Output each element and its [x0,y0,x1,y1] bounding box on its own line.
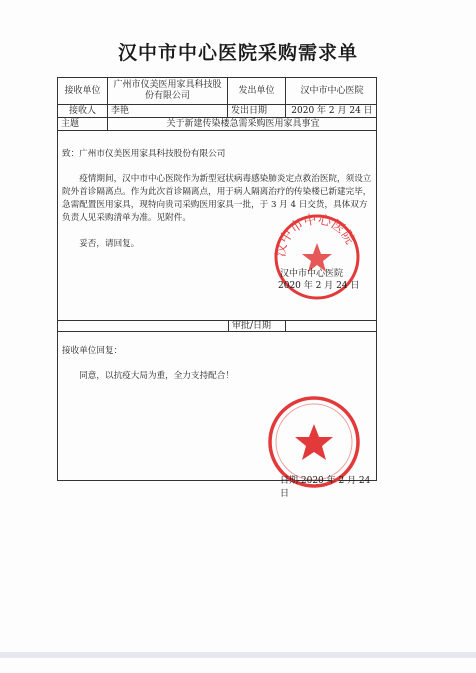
row-subject [58,118,376,131]
sender-value: 汉中市中心医院 [300,85,364,96]
sender-stamp-name: 汉中市中心医院 [280,269,344,279]
subject-label: 主题 [58,118,108,130]
scan-edge [0,652,476,658]
receiver-label: 接收单位 [58,78,108,104]
date-value: 2020 年 2 月 24 日 [291,105,373,116]
date-label: 发出日期 [228,105,286,117]
body-paragraph: 疫情期间，汉中市中心医院作为新型冠状病毒感染肺炎定点救治医院，须设立院外首诊隔离点。作为此次首诊隔离点，用于病人隔离治疗的传染楼已新建完毕，急需配置医用家具，现特向贵司采购医用家具一批，于 3 月 4 日交货，具体双方负责人见采购清单为准。见附件。 [62,174,372,223]
subject-value: 关于新建传染楼急需采购医用家具事宜 [166,118,320,129]
sender-stamp-date: 2020 年 2 月 24 日 [278,281,360,291]
reply-date: 日期 2020 年 2 月 24 日 [280,476,371,499]
request-form-table [57,77,377,499]
receiver-value: 广州市仪美医用家具科技股份有限公司 [108,78,228,104]
sender-label: 发出单位 [228,78,286,104]
salutation: 致：广州市仪美医用家具科技股份有限公司 [62,149,226,159]
approval-label: 审批/日期 [228,321,286,331]
row-recipient [58,105,376,118]
svg-text:汉中市中心医院: 汉中市中心医院 [273,213,358,258]
recipient-label: 接收人 [58,105,108,117]
reply-section [62,336,374,391]
row-receiver [58,78,376,105]
reply-text: 同意，以抗疫大局为重，全力支持配合！ [79,370,234,381]
row-approval [58,320,376,332]
document-title: 汉中市中心医院采购需求单 [117,42,358,64]
closing-line: 妥否，请回复。 [79,239,140,249]
recipient-value: 李艳 [108,105,228,117]
reply-label: 接收单位回复： [62,345,123,356]
